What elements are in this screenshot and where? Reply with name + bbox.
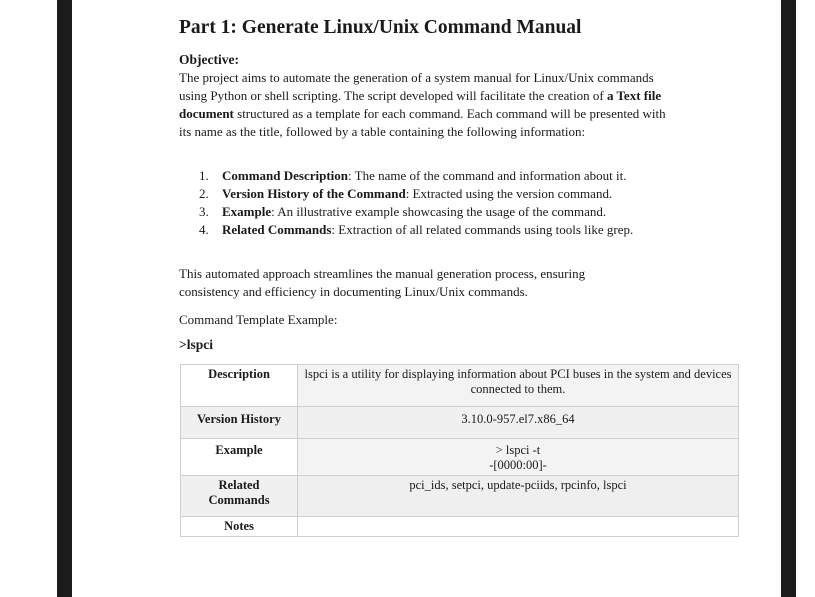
requirements-list <box>179 167 699 239</box>
right-dark-border <box>781 0 796 597</box>
description-value: lspci is a utility for displaying information about PCI buses in the system and devices connected to them. <box>298 365 739 407</box>
list-item <box>179 203 699 221</box>
list-number: 3. <box>199 204 209 219</box>
list-text: : Extraction of all related commands using tools like grep. <box>331 222 634 237</box>
example-key: Example <box>181 439 298 476</box>
list-term: Related Commands <box>222 222 332 237</box>
table-row <box>181 407 739 439</box>
list-number: 1. <box>199 168 209 183</box>
list-number: 4. <box>199 222 209 237</box>
example-line-1: > lspci -t <box>495 443 541 457</box>
example-value <box>298 439 739 476</box>
table-row <box>181 517 739 537</box>
notes-key: Notes <box>181 517 298 537</box>
command-manual-table <box>180 364 739 537</box>
related-value: pci_ids, setpci, update-pciids, rpcinfo, lspci <box>298 476 739 517</box>
table-row <box>181 476 739 517</box>
list-term: Command Description <box>222 168 349 183</box>
list-text: : An illustrative example showcasing the usage of the command. <box>271 204 607 219</box>
list-number: 2. <box>199 186 209 201</box>
version-key: Version History <box>181 407 298 439</box>
notes-value <box>298 517 739 537</box>
objective-bold-text: a Text file document <box>179 88 662 121</box>
list-text: : Extracted using the version command. <box>405 186 613 201</box>
related-key: Related Commands <box>181 476 298 517</box>
objective-paragraph <box>179 69 679 141</box>
objective-text-1: The project aims to automate the generation of a system manual for Linux/Unix commands using Python or shell scripting. The script developed will facilitate the creation of <box>179 70 654 103</box>
summary-paragraph: This automated approach streamlines the manual generation process, ensuring consistency and efficiency in documenting Linux/Unix commands. <box>179 266 586 299</box>
list-item <box>179 167 699 185</box>
list-item <box>179 221 699 239</box>
command-title: >lspci <box>179 337 213 352</box>
left-dark-border <box>57 0 72 597</box>
template-label: Command Template Example: <box>179 312 338 327</box>
objective-heading: Objective: <box>179 52 239 67</box>
list-item <box>179 185 699 203</box>
list-term: Example <box>222 204 272 219</box>
page-title: Part 1: Generate Linux/Unix Command Manual <box>179 17 582 38</box>
table-row <box>181 439 739 476</box>
description-key: Description <box>181 365 298 407</box>
list-text: : The name of the command and information about it. <box>348 168 627 183</box>
objective-text-2: structured as a template for each command. Each command will be presented with its name as the title, followed by a table containing the following information: <box>179 106 666 139</box>
table-row <box>181 365 739 407</box>
list-term: Version History of the Command <box>222 186 406 201</box>
example-line-2: -[0000:00]- <box>489 458 547 472</box>
version-value: 3.10.0-957.el7.x86_64 <box>298 407 739 439</box>
